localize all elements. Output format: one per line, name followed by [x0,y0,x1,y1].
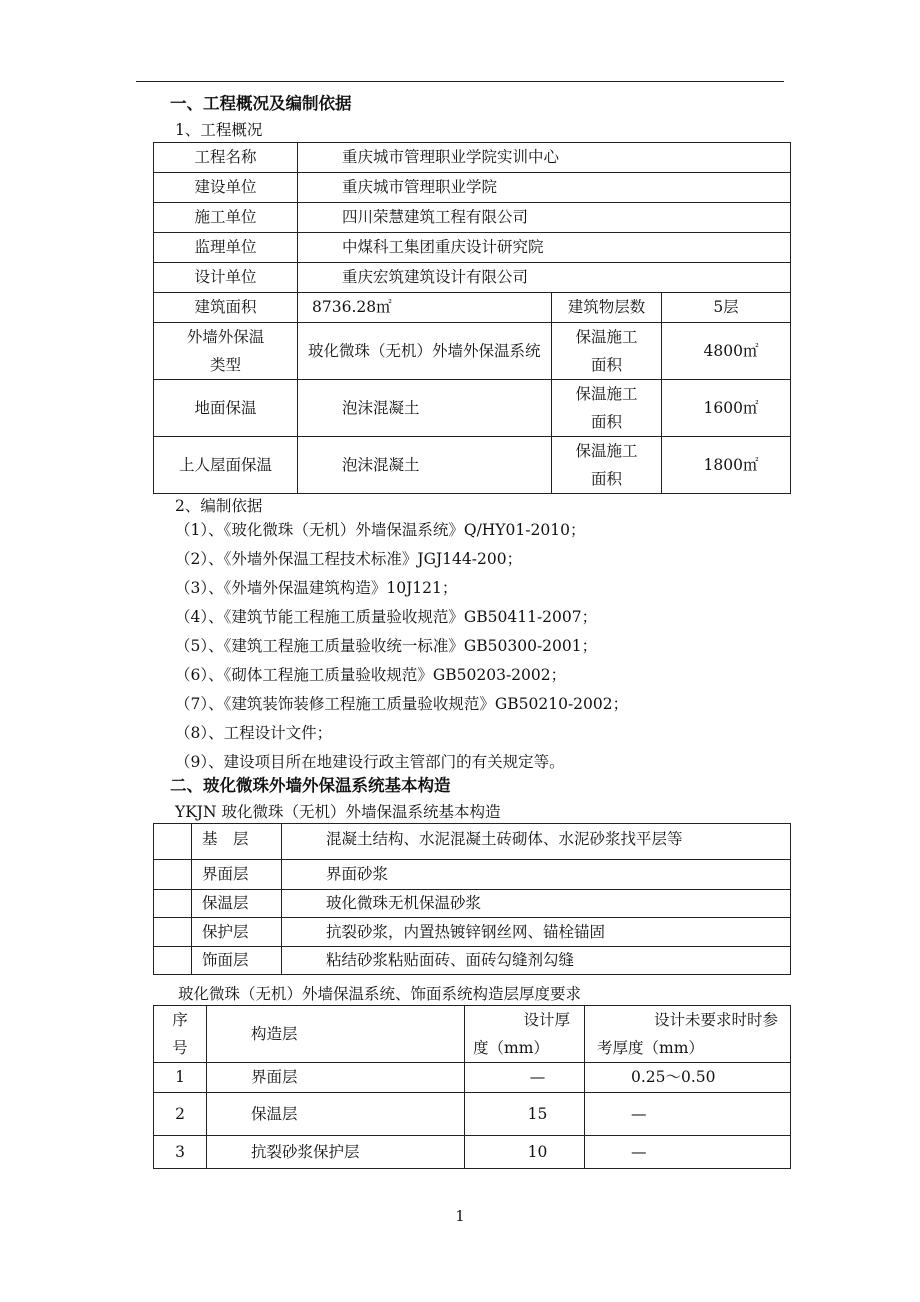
structure-desc: 界面砂浆 [282,860,791,890]
insulation-area-label: 保温施工面积 [552,437,662,494]
structure-table [153,823,791,975]
table-row [154,890,791,918]
overview-value: 重庆宏筑建筑设计有限公司 [298,263,791,293]
area-value: 8736.28㎡ [298,293,552,323]
thickness-ref: 0.25～0.50 [585,1063,791,1093]
thickness-ref: — [585,1093,791,1136]
overview-value: 重庆城市管理职业学院 [298,173,791,203]
table-row [154,1006,791,1063]
list-item: （1）、《玻化微珠（无机）外墙保温系统》Q/HY01-2010； [175,521,586,539]
thickness-design: 10 [465,1136,585,1169]
header-rule [136,81,784,82]
structure-layer: 界面层 [192,860,282,890]
structure-blank-cell [154,824,192,860]
structure-layer: 保护层 [192,918,282,947]
thickness-table [153,1005,791,1169]
thickness-ref: — [585,1136,791,1169]
header-text: 度（mm） [473,1039,549,1057]
header-text: 序 [172,1011,188,1029]
floors-label: 建筑物层数 [552,293,662,323]
list-item: （8）、工程设计文件； [175,724,333,742]
thickness-header-ref [585,1006,791,1063]
section1-heading: 一、工程概况及编制依据 [170,94,352,113]
thickness-header-design [465,1006,585,1063]
table-row [154,947,791,975]
list-item: （4）、《建筑节能工程施工质量验收规范》GB50411-2007； [175,608,598,626]
structure-layer: 保温层 [192,890,282,918]
thickness-layer: 保温层 [207,1093,465,1136]
overview-label: 施工单位 [154,203,298,233]
overview-label: 工程名称 [154,143,298,173]
structure-desc: 混凝土结构、水泥混凝土砖砌体、水泥砂浆找平层等 [282,824,791,860]
thickness-layer: 界面层 [207,1063,465,1093]
table-row [154,824,791,860]
thickness-header-no [154,1006,207,1063]
list-item: （3）、《外墙外保温建筑构造》10J121； [175,579,458,597]
page-number: 1 [455,1207,465,1225]
overview-value: 重庆城市管理职业学院实训中心 [298,143,791,173]
thickness-no: 1 [154,1063,207,1093]
list-item: （6）、《砌体工程施工质量验收规范》GB50203-2002； [175,666,567,684]
reference-list [175,516,628,777]
overview-label: 监理单位 [154,233,298,263]
insulation-area-label: 保温施工面积 [552,380,662,437]
list-item: （7）、《建筑装饰装修工程施工质量验收规范》GB50210-2002； [175,695,629,713]
insulation-area: 4800㎡ [662,323,791,380]
table-row [154,1093,791,1136]
table-row [154,860,791,890]
table-row [154,293,791,323]
table-row [154,323,791,380]
insulation-area: 1600㎡ [662,380,791,437]
overview-subheading: 1、工程概况 [175,121,263,139]
section2-heading: 二、玻化微珠外墙外保温系统基本构造 [170,776,451,795]
floors-value: 5层 [662,293,791,323]
overview-value: 四川荣慧建筑工程有限公司 [298,203,791,233]
insulation-label: 外墙外保温类型 [154,323,298,380]
structure-layer: 饰面层 [192,947,282,975]
header-text: 考厚度（mm） [597,1039,704,1057]
thickness-caption: 玻化微珠（无机）外墙保温系统、饰面系统构造层厚度要求 [178,985,582,1003]
insulation-label: 地面保温 [154,380,298,437]
table-row [154,263,791,293]
table-row [154,173,791,203]
thickness-no: 3 [154,1136,207,1169]
thickness-layer: 抗裂砂浆保护层 [207,1136,465,1169]
structure-blank-cell [154,890,192,918]
thickness-design: — [465,1063,585,1093]
thickness-design: 15 [465,1093,585,1136]
structure-desc: 粘结砂浆粘贴面砖、面砖勾缝剂勾缝 [282,947,791,975]
structure-caption: YKJN 玻化微珠（无机）外墙保温系统基本构造 [175,803,501,821]
table-row [154,380,791,437]
insulation-area: 1800㎡ [662,437,791,494]
structure-blank-cell [154,918,192,947]
thickness-header-layer: 构造层 [207,1006,465,1063]
basis-subheading: 2、编制依据 [175,497,263,515]
list-item: （2）、《外墙外保温工程技术标准》JGJ144-200； [175,550,523,568]
table-row [154,918,791,947]
table-row [154,437,791,494]
structure-blank-cell [154,947,192,975]
thickness-no: 2 [154,1093,207,1136]
header-text: 设计未要求时时参 [653,1011,778,1029]
header-text: 号 [172,1039,188,1057]
insulation-label: 上人屋面保温 [154,437,298,494]
structure-blank-cell [154,860,192,890]
list-item: （9）、建设项目所在地建设行政主管部门的有关规定等。 [175,753,565,771]
table-row [154,203,791,233]
insulation-value: 泡沫混凝土 [298,437,552,494]
insulation-value: 玻化微珠（无机）外墙外保温系统 [298,323,552,380]
table-row [154,1136,791,1169]
structure-layer: 基 层 [192,824,282,860]
overview-label: 建设单位 [154,173,298,203]
insulation-value: 泡沫混凝土 [298,380,552,437]
table-row [154,1063,791,1093]
list-item: （5）、《建筑工程施工质量验收统一标准》GB50300-2001； [175,637,598,655]
area-label: 建筑面积 [154,293,298,323]
table-row [154,143,791,173]
structure-desc: 抗裂砂浆，内置热镀锌钢丝网、锚栓锚固 [282,918,791,947]
structure-desc: 玻化微珠无机保温砂浆 [282,890,791,918]
header-text: 设计厚 [523,1011,570,1029]
insulation-area-label: 保温施工面积 [552,323,662,380]
overview-label: 设计单位 [154,263,298,293]
overview-table [153,142,791,494]
overview-value: 中煤科工集团重庆设计研究院 [298,233,791,263]
table-row [154,233,791,263]
